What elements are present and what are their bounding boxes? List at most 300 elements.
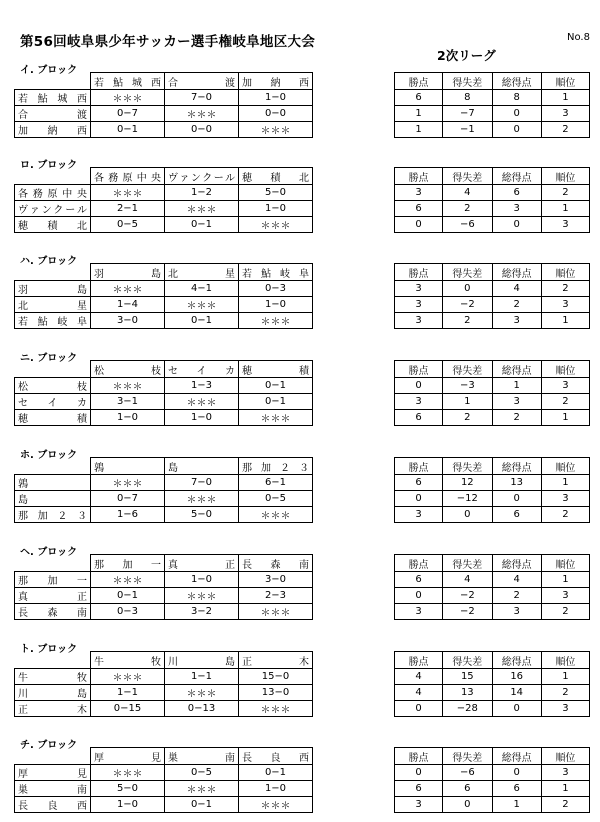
match-result: ＊＊＊ [91,475,165,491]
stat-header: 総得点 [492,458,541,475]
stat-value: 3 [541,106,589,122]
league-label: 2次リーグ [437,48,496,63]
standings-table [394,263,590,329]
table-row [15,281,313,297]
table-row [395,394,590,410]
opponent-header: 厚見 [91,748,165,765]
table-row [15,507,313,523]
stat-value: 4 [443,572,492,588]
match-result: 7−0 [165,90,239,106]
opponent-header: 長良西 [239,748,313,765]
team-name: 長森南 [15,604,91,620]
team-name: 羽島 [15,281,91,297]
match-result: ＊＊＊ [165,491,239,507]
team-name: 加納西 [15,122,91,138]
stat-value: −2 [443,297,492,313]
table-row [395,378,590,394]
stat-value: 3 [395,313,443,329]
stat-header: 順位 [541,748,589,765]
match-table [14,167,313,233]
corner-cell [15,555,91,572]
stat-value: 2 [541,604,589,620]
stat-value: −28 [443,701,492,717]
match-result: 0−1 [239,378,313,394]
stat-header: 得失差 [443,748,492,765]
match-result: 5−0 [91,781,165,797]
stat-value: 6 [395,572,443,588]
match-result: 1−4 [91,297,165,313]
table-row [15,475,313,491]
table-row [395,217,590,233]
match-result: ＊＊＊ [239,701,313,717]
table-row [395,572,590,588]
match-table [14,747,313,813]
table-row [15,122,313,138]
stat-value: 0 [492,765,541,781]
table-row [15,90,313,106]
stat-value: 3 [395,281,443,297]
table-row [395,201,590,217]
match-result: ＊＊＊ [91,765,165,781]
opponent-header: 穂積北 [239,168,313,185]
stat-value: 3 [492,604,541,620]
team-name: 牛牧 [15,669,91,685]
stat-value: 14 [492,685,541,701]
corner-cell [15,264,91,281]
standings-table [394,457,590,523]
match-result: 0−5 [239,491,313,507]
match-table [14,554,313,620]
match-table [14,457,313,523]
table-row [395,90,590,106]
team-name: 那加一 [15,572,91,588]
stat-header: 得失差 [443,458,492,475]
table-row [15,765,313,781]
match-result: 0−1 [91,122,165,138]
stat-value: 3 [541,217,589,233]
opponent-header: 鶉 [91,458,165,475]
team-name: 川島 [15,685,91,701]
opponent-header: 北星 [165,264,239,281]
match-result: ＊＊＊ [239,313,313,329]
match-result: ＊＊＊ [239,410,313,426]
match-result: ＊＊＊ [165,685,239,701]
corner-cell [15,168,91,185]
opponent-header: 川島 [165,652,239,669]
block-title: イ. ブロック [20,65,78,76]
match-result: 3−0 [91,313,165,329]
table-row [15,106,313,122]
stat-value: 3 [395,394,443,410]
stat-value: 1 [492,797,541,813]
stat-value: 6 [492,507,541,523]
table-row [15,685,313,701]
stat-value: 2 [541,281,589,297]
match-result: 15−0 [239,669,313,685]
match-result: 0−1 [91,588,165,604]
stat-value: 0 [395,765,443,781]
block-title: ヘ. ブロック [20,547,78,558]
opponent-header: 真正 [165,555,239,572]
stat-value: 6 [395,475,443,491]
corner-cell [15,361,91,378]
match-result: 1−0 [165,572,239,588]
stat-header: 総得点 [492,361,541,378]
stat-value: 0 [492,701,541,717]
opponent-header: 合渡 [165,73,239,90]
stat-value: 6 [492,781,541,797]
block-title: ロ. ブロック [20,160,78,171]
team-name: セイカ [15,394,91,410]
stat-value: 0 [443,281,492,297]
stat-header: 勝点 [395,361,443,378]
stat-value: 1 [541,475,589,491]
match-result: ＊＊＊ [239,507,313,523]
match-result: 5−0 [239,185,313,201]
match-result: ＊＊＊ [239,604,313,620]
table-row [15,588,313,604]
opponent-header: 加納西 [239,73,313,90]
stat-value: 0 [443,797,492,813]
stat-header: 総得点 [492,264,541,281]
stat-header: 得失差 [443,264,492,281]
opponent-header: 牛牧 [91,652,165,669]
match-result: ＊＊＊ [91,185,165,201]
table-row [15,217,313,233]
standings-table [394,554,590,620]
opponent-header: 巣南 [165,748,239,765]
table-row [15,297,313,313]
stat-value: 3 [395,185,443,201]
stat-header: 総得点 [492,555,541,572]
match-result: 0−1 [165,313,239,329]
stat-header: 順位 [541,264,589,281]
match-result: 1−1 [91,685,165,701]
match-result: ＊＊＊ [239,122,313,138]
match-result: 1−0 [239,90,313,106]
stat-header: 得失差 [443,361,492,378]
table-row [395,765,590,781]
table-row [15,491,313,507]
stat-value: 1 [541,669,589,685]
team-name: 島 [15,491,91,507]
standings-table [394,360,590,426]
stat-value: 1 [541,410,589,426]
team-name: 穂積北 [15,217,91,233]
stat-value: 1 [395,106,443,122]
match-result: ＊＊＊ [165,588,239,604]
standings-table [394,167,590,233]
match-result: ＊＊＊ [165,781,239,797]
match-result: 2−3 [239,588,313,604]
stat-value: 6 [443,781,492,797]
table-row [395,281,590,297]
match-table [14,263,313,329]
match-result: 0−1 [239,765,313,781]
match-result: ＊＊＊ [165,394,239,410]
match-result: 1−0 [239,201,313,217]
match-result: 0−0 [239,106,313,122]
match-result: 3−1 [91,394,165,410]
stat-value: 4 [395,669,443,685]
stat-value: 12 [443,475,492,491]
stat-value: 0 [492,491,541,507]
team-name: 長良西 [15,797,91,813]
opponent-header: セイカ [165,361,239,378]
match-table [14,360,313,426]
stat-value: 6 [395,781,443,797]
stat-header: 総得点 [492,748,541,765]
stat-value: 3 [541,588,589,604]
stat-value: 3 [395,797,443,813]
stat-value: 13 [492,475,541,491]
stat-value: 0 [443,507,492,523]
opponent-header: 長森南 [239,555,313,572]
match-result: 0−1 [165,217,239,233]
standings-table [394,651,590,717]
match-result: 0−5 [165,765,239,781]
stat-header: 勝点 [395,264,443,281]
match-result: 0−7 [91,106,165,122]
team-name: 穂積 [15,410,91,426]
stat-value: 0 [492,217,541,233]
table-row [395,507,590,523]
opponent-header: 羽島 [91,264,165,281]
stat-value: 6 [395,410,443,426]
match-table [14,651,313,717]
stat-value: 3 [541,701,589,717]
match-result: 0−1 [165,797,239,813]
table-row [395,781,590,797]
table-row [15,572,313,588]
stat-value: 3 [492,201,541,217]
match-result: ＊＊＊ [91,572,165,588]
stat-value: 2 [541,394,589,410]
stat-value: 2 [541,797,589,813]
opponent-header: 穂積 [239,361,313,378]
stat-value: 1 [541,201,589,217]
match-result: 0−15 [91,701,165,717]
stat-value: 1 [541,90,589,106]
stat-value: 0 [395,491,443,507]
corner-cell [15,748,91,765]
table-row [15,201,313,217]
stat-value: 2 [492,297,541,313]
stat-value: 3 [492,313,541,329]
stat-value: −2 [443,604,492,620]
match-result: 1−2 [165,185,239,201]
stat-header: 勝点 [395,748,443,765]
table-row [395,297,590,313]
table-row [395,185,590,201]
stat-value: 1 [395,122,443,138]
stat-value: 16 [492,669,541,685]
match-result: ＊＊＊ [91,90,165,106]
stat-header: 得失差 [443,73,492,90]
opponent-header: 若鮎城西 [91,73,165,90]
stat-value: 8 [443,90,492,106]
match-result: 3−0 [239,572,313,588]
stat-value: 1 [443,394,492,410]
stat-value: 3 [541,378,589,394]
stat-value: 2 [443,201,492,217]
team-name: 那加２３ [15,507,91,523]
match-result: 1−6 [91,507,165,523]
table-row [395,475,590,491]
block-title: チ. ブロック [20,740,78,751]
table-row [15,313,313,329]
stat-header: 得失差 [443,168,492,185]
match-result: ＊＊＊ [239,217,313,233]
team-name: 北星 [15,297,91,313]
stat-value: 0 [492,106,541,122]
team-name: 合渡 [15,106,91,122]
stat-value: 15 [443,669,492,685]
stat-header: 総得点 [492,168,541,185]
match-result: 1−0 [91,410,165,426]
stat-header: 得失差 [443,652,492,669]
match-result: ＊＊＊ [165,297,239,313]
match-result: 1−0 [91,797,165,813]
stat-value: 2 [492,410,541,426]
table-row [15,378,313,394]
match-result: 1−0 [239,781,313,797]
match-table [14,72,313,138]
stat-value: 6 [395,201,443,217]
match-result: ＊＊＊ [91,378,165,394]
stat-header: 順位 [541,73,589,90]
corner-cell [15,73,91,90]
stat-value: 2 [541,185,589,201]
stat-value: 0 [395,217,443,233]
stat-header: 順位 [541,555,589,572]
team-name: 正木 [15,701,91,717]
match-result: 0−3 [239,281,313,297]
stat-value: 1 [492,378,541,394]
match-result: ＊＊＊ [239,797,313,813]
stat-value: 0 [492,122,541,138]
block-title: ハ. ブロック [20,256,78,267]
table-row [395,669,590,685]
stat-value: 4 [492,572,541,588]
team-name: 巣南 [15,781,91,797]
stat-value: 8 [492,90,541,106]
table-row [395,588,590,604]
opponent-header: 各務原中央 [91,168,165,185]
standings-table [394,72,590,138]
stat-value: −6 [443,765,492,781]
stat-value: −12 [443,491,492,507]
team-name: 厚見 [15,765,91,781]
stat-value: −7 [443,106,492,122]
table-row [15,185,313,201]
block-title: ニ. ブロック [20,353,78,364]
match-result: 0−5 [91,217,165,233]
stat-value: 6 [395,90,443,106]
stat-value: 4 [443,185,492,201]
match-result: 1−1 [165,669,239,685]
page-number: No.8 [567,32,590,43]
stat-value: 3 [541,491,589,507]
table-row [395,313,590,329]
stat-value: 2 [541,685,589,701]
table-row [395,106,590,122]
match-result: 5−0 [165,507,239,523]
opponent-header: 若鮎岐阜 [239,264,313,281]
stat-value: 2 [443,313,492,329]
table-row [395,797,590,813]
team-name: 真正 [15,588,91,604]
match-result: 0−0 [165,122,239,138]
team-name: 各務原中央 [15,185,91,201]
stat-value: 0 [395,701,443,717]
stat-header: 総得点 [492,73,541,90]
match-result: ＊＊＊ [165,106,239,122]
table-row [395,410,590,426]
stat-value: 4 [492,281,541,297]
stat-header: 順位 [541,652,589,669]
table-row [15,604,313,620]
standings-table [394,747,590,813]
stat-value: 13 [443,685,492,701]
block-title: ホ. ブロック [20,450,78,461]
match-result: 13−0 [239,685,313,701]
stat-value: 0 [395,588,443,604]
stat-value: −1 [443,122,492,138]
stat-value: 3 [541,297,589,313]
stat-value: 3 [395,297,443,313]
match-result: 1−0 [239,297,313,313]
match-result: 0−1 [239,394,313,410]
team-name: 松枝 [15,378,91,394]
opponent-header: ヴァンクール [165,168,239,185]
table-row [395,701,590,717]
stat-header: 順位 [541,361,589,378]
block-title: ト. ブロック [20,644,78,655]
stat-value: −6 [443,217,492,233]
table-row [395,122,590,138]
stat-value: 0 [395,378,443,394]
match-result: ＊＊＊ [91,669,165,685]
match-result: 0−13 [165,701,239,717]
page-title: 第56回岐阜県少年サッカー選手権岐阜地区大会 [20,34,316,50]
table-row [15,410,313,426]
stat-value: 2 [541,507,589,523]
opponent-header: 島 [165,458,239,475]
opponent-header: 那加一 [91,555,165,572]
table-row [395,685,590,701]
stat-value: 4 [395,685,443,701]
stat-value: −2 [443,588,492,604]
stat-value: 2 [443,410,492,426]
table-row [15,669,313,685]
stat-header: 勝点 [395,458,443,475]
match-result: 4−1 [165,281,239,297]
stat-value: 1 [541,572,589,588]
stat-value: 2 [541,122,589,138]
table-row [15,394,313,410]
team-name: 若鮎岐阜 [15,313,91,329]
table-row [395,491,590,507]
stat-header: 勝点 [395,168,443,185]
corner-cell [15,458,91,475]
table-row [15,797,313,813]
team-name: 鶉 [15,475,91,491]
stat-value: 1 [541,313,589,329]
stat-value: 1 [541,781,589,797]
match-result: 1−0 [165,410,239,426]
match-result: ＊＊＊ [91,281,165,297]
